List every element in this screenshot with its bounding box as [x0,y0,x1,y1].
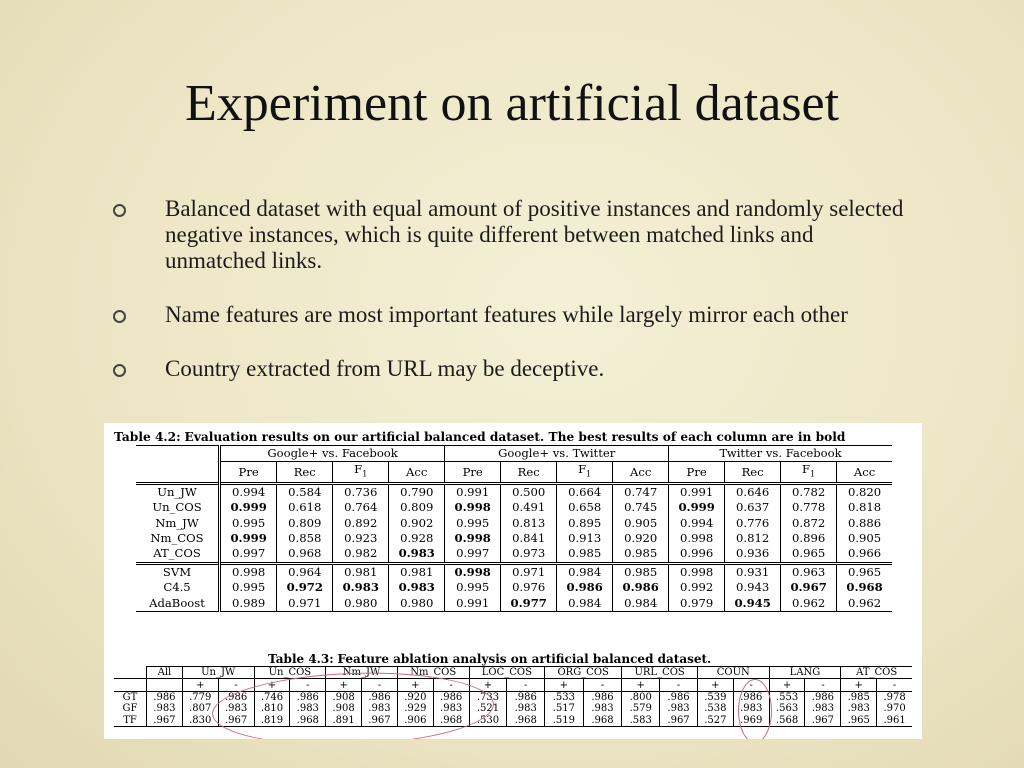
value-cell: .961 [877,715,912,727]
value-cell: 0.984 [613,595,669,611]
table1-caption [114,430,845,444]
table-row [136,531,892,546]
plus-sign: + [326,679,362,691]
minus-sign: - [660,679,698,691]
row-label: TF [114,715,147,727]
value-cell: .807 [182,703,218,714]
value-cell: .969 [733,715,769,727]
value-cell: 0.994 [669,515,725,530]
value-cell: .983 [733,703,769,714]
value-cell: 0.745 [613,500,669,515]
value-cell: .906 [397,715,433,727]
value-cell: 0.983 [333,580,389,595]
metric-header [333,462,389,483]
value-cell: .563 [769,703,805,714]
value-cell: .983 [362,703,398,714]
row-label: AT_COS [153,546,201,561]
row-label: Nm_COS [150,531,204,546]
value-cell: 0.886 [837,515,892,530]
table-corner [114,667,147,679]
value-cell: 0.983 [389,580,445,595]
value-cell: 0.902 [389,515,445,530]
plus-sign: + [469,679,507,691]
value-cell: 0.976 [501,580,557,595]
table1-caption-text: Evaluation results on our artificial balanced dataset. The best results of each column are in bold [184,430,846,444]
value-cell: 0.812 [725,531,781,546]
table-row [114,703,912,714]
circle-bullet-icon [113,310,126,323]
value-cell: .967 [362,715,398,727]
value-cell: 0.985 [613,563,669,580]
value-cell: 0.971 [277,595,333,611]
table-row [114,691,912,703]
minus-sign: - [433,679,469,691]
value-cell: 0.986 [613,580,669,595]
table-corner [136,462,220,483]
metric-subscript: 1 [586,469,592,479]
value-cell: .983 [507,703,545,714]
table-row [136,595,892,611]
table-corner [136,446,220,462]
metric-header: Rec [501,462,557,483]
value-cell: .746 [254,691,290,703]
value-cell: 0.995 [220,580,277,595]
metric-header: Rec [725,462,781,483]
value-cell: .983 [660,703,698,714]
value-cell: 0.968 [277,546,333,563]
value-cell: 0.965 [837,563,892,580]
row-label: Un_JW [136,483,220,500]
value-cell: 0.999 [669,500,725,515]
value-cell: .968 [433,715,469,727]
value-cell: 0.986 [557,580,613,595]
minus-sign: - [507,679,545,691]
all-value: .967 [147,715,183,727]
value-cell: 0.820 [837,483,892,500]
minus-sign: - [290,679,326,691]
value-cell: .986 [660,691,698,703]
value-cell: .891 [326,715,362,727]
row-label: AdaBoost [136,595,220,611]
value-cell: 0.964 [277,563,333,580]
value-cell: 0.618 [277,500,333,515]
metric-label: F [578,462,587,477]
feature-header: LANG [769,667,841,679]
value-cell: 0.973 [501,546,557,563]
value-cell: 0.931 [725,563,781,580]
value-cell: 0.905 [613,515,669,530]
table-corner [114,679,147,691]
value-cell: 0.994 [220,483,277,500]
metric-header: Acc [613,462,669,483]
all-value: .983 [147,703,183,714]
table2-caption-text: Feature ablation analysis on artificial balanced dataset. [337,652,712,666]
feature-ablation-table [114,666,912,727]
value-cell: 0.500 [501,483,557,500]
feature-header: Nm_JW [326,667,398,679]
circle-bullet-icon [113,204,126,217]
value-cell: 0.977 [501,595,557,611]
value-cell: 0.982 [333,546,389,563]
minus-sign: - [362,679,398,691]
value-cell: 0.985 [613,546,669,563]
table2-caption [268,652,711,666]
value-cell: 0.998 [669,531,725,546]
value-cell: 0.989 [220,595,277,611]
metric-header: Pre [669,462,725,483]
value-cell: 0.895 [557,515,613,530]
value-cell: 0.998 [445,563,501,580]
value-cell: .983 [805,703,841,714]
value-cell: .986 [218,691,254,703]
value-cell: .553 [769,691,805,703]
value-cell: 0.963 [781,563,837,580]
value-cell: .968 [583,715,622,727]
value-cell: .986 [733,691,769,703]
value-cell: 0.809 [277,515,333,530]
minus-sign: - [877,679,912,691]
feature-header: Un_COS [254,667,326,679]
value-cell: 0.999 [220,531,277,546]
value-cell: 0.945 [725,595,781,611]
row-label: SVM [136,563,220,580]
value-cell: 0.841 [501,531,557,546]
value-cell: .538 [697,703,733,714]
circle-bullet-icon [113,364,126,377]
value-cell: .779 [182,691,218,703]
bullet-text: Balanced dataset with equal amount of positive instances and randomly selected negative instances, which is quite different between matched links and unmatched links. [165,196,904,273]
row-label: C4.5 [163,580,191,595]
minus-sign: - [583,679,622,691]
value-cell: 0.997 [445,546,501,563]
value-cell: 0.996 [669,546,725,563]
minus-sign: - [733,679,769,691]
value-cell: 0.991 [669,483,725,500]
value-cell: 0.991 [445,595,501,611]
value-cell: 0.658 [557,500,613,515]
value-cell: 0.913 [557,531,613,546]
row-label: Nm_JW [155,515,199,530]
plus-sign: + [769,679,805,691]
value-cell: 0.747 [613,483,669,500]
value-cell: 0.584 [277,483,333,500]
value-cell: 0.998 [669,563,725,580]
value-cell: 0.968 [837,580,892,595]
bullet-text: Name features are most important features while largely mirror each other [165,302,848,327]
value-cell: .985 [841,691,877,703]
table-row [114,715,912,727]
value-cell: .539 [697,691,733,703]
value-cell: .527 [697,715,733,727]
value-cell: .920 [397,691,433,703]
feature-header: Nm_COS [397,667,469,679]
feature-header: Un_JW [182,667,254,679]
feature-header: COUN [697,667,769,679]
feature-header: LOC_COS [469,667,544,679]
value-cell: .819 [254,715,290,727]
value-cell: 0.790 [389,483,445,500]
evaluation-results-table [136,445,892,612]
value-cell: 0.980 [333,595,389,611]
tables-image [104,423,922,739]
value-cell: 0.998 [445,531,501,546]
metric-header: Rec [277,462,333,483]
plus-sign: + [841,679,877,691]
value-cell: .983 [583,703,622,714]
table-row [136,580,892,595]
value-cell: 0.967 [781,580,837,595]
minus-sign: - [805,679,841,691]
value-cell: .733 [469,691,507,703]
value-cell: .983 [290,703,326,714]
value-cell: .830 [182,715,218,727]
value-cell: 0.858 [277,531,333,546]
value-cell: 0.936 [725,546,781,563]
bullet-list [112,196,912,410]
table2-caption-label: Table 4.3: [268,652,334,666]
value-cell: 0.971 [501,563,557,580]
value-cell: 0.999 [220,500,277,515]
value-cell: .978 [877,691,912,703]
value-cell: 0.491 [501,500,557,515]
value-cell: .908 [326,703,362,714]
value-cell: .965 [841,715,877,727]
value-cell: .519 [545,715,584,727]
value-cell: .983 [433,703,469,714]
bullet-text: Country extracted from URL may be deceptive. [165,356,605,381]
group-header: Google+ vs. Facebook [220,446,445,462]
all-value: .986 [147,691,183,703]
value-cell: .967 [218,715,254,727]
table1-caption-label: Table 4.2: [114,430,181,444]
table-row [136,483,892,500]
group-header: Google+ vs. Twitter [445,446,669,462]
value-cell: 0.995 [445,515,501,530]
plus-sign: + [545,679,584,691]
metric-subscript: 1 [810,469,816,479]
bullet-item [112,302,912,328]
value-cell: 0.943 [725,580,781,595]
value-cell: 0.979 [669,595,725,611]
value-cell: 0.980 [389,595,445,611]
empty-cell [147,679,183,691]
value-cell: .810 [254,703,290,714]
value-cell: .968 [290,715,326,727]
value-cell: .579 [622,703,660,714]
metric-header: Pre [220,462,277,483]
feature-header: URL_COS [622,667,698,679]
value-cell: .908 [326,691,362,703]
metric-header [557,462,613,483]
metric-header: Acc [389,462,445,483]
value-cell: 0.997 [220,546,277,563]
value-cell: .983 [841,703,877,714]
metric-label: F [802,462,811,477]
value-cell: 0.984 [557,563,613,580]
value-cell: 0.995 [445,580,501,595]
value-cell: 0.972 [277,580,333,595]
value-cell: 0.782 [781,483,837,500]
value-cell: 0.995 [220,515,277,530]
all-header: All [147,667,183,679]
metric-header: Pre [445,462,501,483]
value-cell: .517 [545,703,584,714]
value-cell: .983 [218,703,254,714]
value-cell: 0.991 [445,483,501,500]
bullet-item [112,196,912,274]
value-cell: 0.818 [837,500,892,515]
value-cell: 0.813 [501,515,557,530]
value-cell: .986 [362,691,398,703]
value-cell: .533 [545,691,584,703]
metric-header [781,462,837,483]
table-row [136,563,892,580]
value-cell: 0.965 [781,546,837,563]
value-cell: 0.905 [837,531,892,546]
table-row [136,546,892,563]
value-cell: 0.664 [557,483,613,500]
value-cell: 0.998 [220,563,277,580]
plus-sign: + [697,679,733,691]
table-row [136,500,892,515]
value-cell: .986 [805,691,841,703]
metric-header: Acc [837,462,892,483]
plus-sign: + [622,679,660,691]
value-cell: 0.923 [333,531,389,546]
value-cell: 0.809 [389,500,445,515]
value-cell: 0.962 [781,595,837,611]
value-cell: 0.764 [333,500,389,515]
table-row [136,515,892,530]
metric-subscript: 1 [362,469,368,479]
slide-title: Experiment on artificial dataset [184,75,840,132]
row-label: Un_COS [152,500,202,515]
value-cell: .986 [583,691,622,703]
row-label: GF [122,703,138,715]
value-cell: 0.981 [389,563,445,580]
value-cell: 0.892 [333,515,389,530]
value-cell: 0.928 [389,531,445,546]
value-cell: 0.962 [837,595,892,611]
value-cell: 0.920 [613,531,669,546]
plus-sign: + [397,679,433,691]
value-cell: 0.992 [669,580,725,595]
value-cell: .967 [660,715,698,727]
value-cell: 0.984 [557,595,613,611]
value-cell: 0.646 [725,483,781,500]
value-cell: 0.776 [725,515,781,530]
value-cell: .967 [805,715,841,727]
minus-sign: - [218,679,254,691]
group-header: Twitter vs. Facebook [669,446,892,462]
bullet-item [112,356,912,382]
value-cell: .800 [622,691,660,703]
value-cell: .970 [877,703,912,714]
value-cell: 0.896 [781,531,837,546]
value-cell: 0.966 [837,546,892,563]
value-cell: 0.998 [445,500,501,515]
value-cell: .986 [507,691,545,703]
value-cell: 0.981 [333,563,389,580]
value-cell: 0.872 [781,515,837,530]
plus-sign: + [182,679,218,691]
value-cell: 0.637 [725,500,781,515]
value-cell: 0.778 [781,500,837,515]
feature-header: AT_COS [841,667,912,679]
value-cell: .521 [469,703,507,714]
feature-header: ORG_COS [545,667,622,679]
value-cell: .986 [433,691,469,703]
value-cell: .568 [769,715,805,727]
metric-label: F [354,462,363,477]
plus-sign: + [254,679,290,691]
value-cell: .968 [507,715,545,727]
value-cell: .583 [622,715,660,727]
value-cell: 0.736 [333,483,389,500]
row-label: GT [114,691,147,703]
value-cell: .929 [397,703,433,714]
value-cell: 0.983 [389,546,445,563]
value-cell: .530 [469,715,507,727]
value-cell: .986 [290,691,326,703]
value-cell: 0.985 [557,546,613,563]
